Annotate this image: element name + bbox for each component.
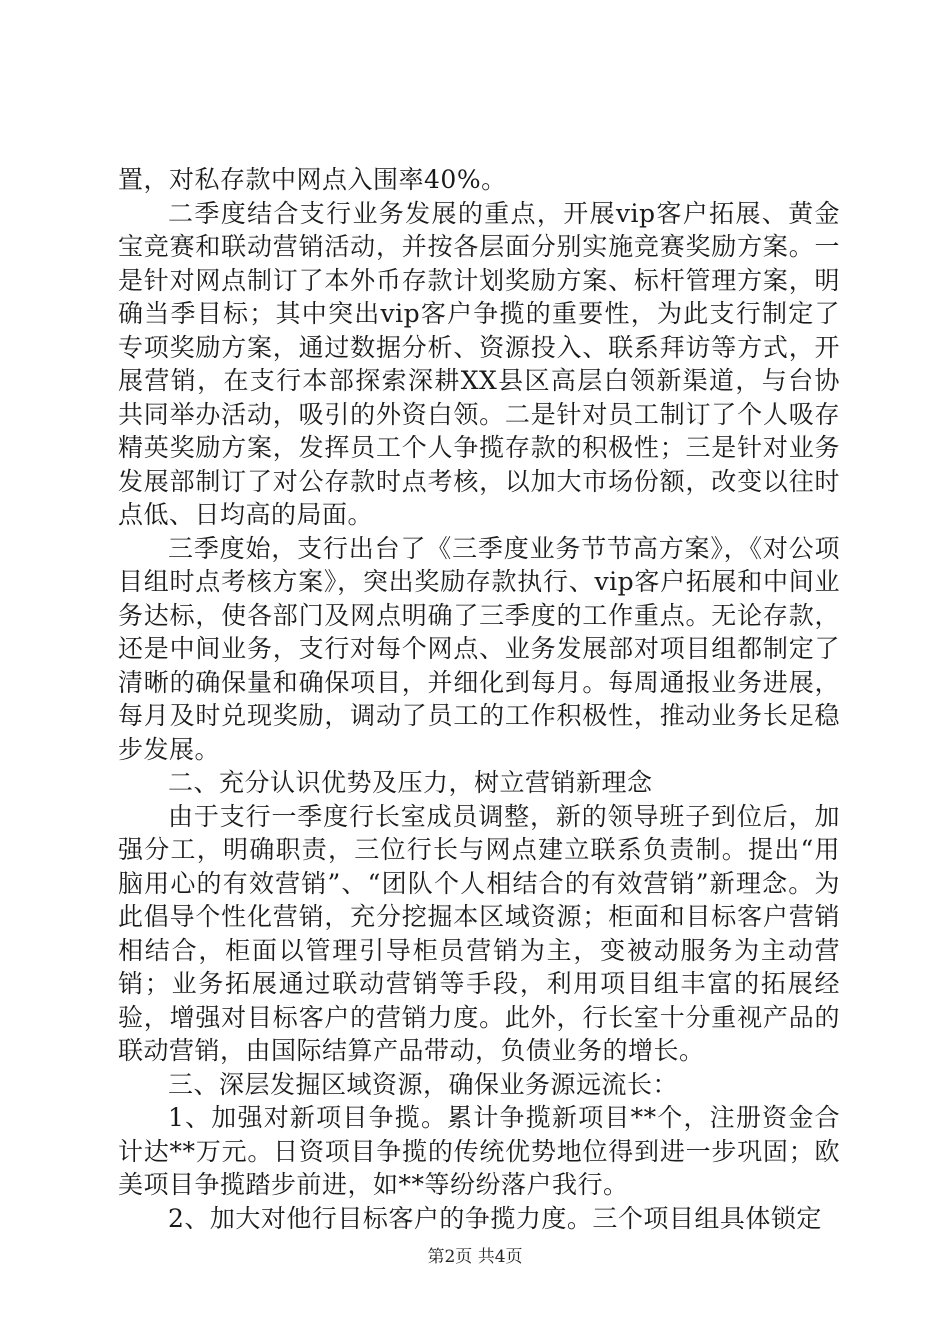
paragraph-item-2: 2、加大对他行目标客户的争揽力度。三个项目组具体锁定: [168, 1203, 822, 1233]
paragraph-item-1: 1、加强对新项目争揽。累计争揽新项目**个，注册资金合计达**万元。日资项目争揽的传统优势地位得到进一步巩固；欧美项目争揽踏步前进，如**等纷纷落户我行。: [118, 1103, 840, 1199]
paragraph-marketing-concept: 由于支行一季度行长室成员调整，新的领导班子到位后，加强分工，明确职责，三位行长与网点建立联系负责制。提出“用脑用心的有效营销”、“团队个人相结合的有效营销”新理念。为此倡导个性化营销，充分挖掘本区域资源；柜面和目标客户营销相结合，柜面以管理引导柜员营销为主，变被动服务为主动营销；业务拓展通过联动营销等手段，利用项目组丰富的拓展经验，增强对目标客户的营销力度。此外，行长室十分重视产品的联动营销，由国际结算产品带动，负债业务的增长。: [118, 801, 840, 1065]
section-heading-2: 二、充分认识优势及压力，树立营销新理念: [168, 768, 653, 797]
paragraph-q2-activities: 二季度结合支行业务发展的重点，开展vip客户拓展、黄金宝竞赛和联动营销活动，并按各层面分别实施竞赛奖励方案。一是针对网点制订了本外币存款计划奖励方案、标杆管理方案，明确当季目标；其中突出vip客户争揽的重要性，为此支行制定了专项奖励方案，通过数据分析、资源投入、联系拜访等方式，开展营销，在支行本部探索深耕XX县区高层白领新渠道，与台协共同举办活动，吸引的外资白领。二是针对员工制订了个人吸存精英奖励方案，发挥员工个人争揽存款的积极性；三是针对业务发展部制订了对公存款时点考核，以加大市场份额，改变以往时点低、日均高的局面。: [118, 198, 840, 529]
paragraph-continuation: 置，对私存款中网点入围率40%。: [118, 165, 507, 194]
paragraph-q3-plan: 三季度始，支行出台了《三季度业务节节高方案》，《对公项目组时点考核方案》，突出奖励存款执行、vip客户拓展和中间业务达标，使各部门及网点明确了三季度的工作重点。无论存款，还是中间业务，支行对每个网点、业务发展部对项目组都制定了清晰的确保量和确保项目，并细化到每月。每周通报业务进展，每月及时兑现奖励，调动了员工的工作积极性，推动业务长足稳步发展。: [118, 533, 840, 764]
page-footer: 第2页 共4页: [427, 1247, 523, 1267]
document-body: [118, 163, 840, 1235]
section-heading-3: 三、深层发掘区域资源，确保业务源远流长：: [168, 1069, 679, 1099]
